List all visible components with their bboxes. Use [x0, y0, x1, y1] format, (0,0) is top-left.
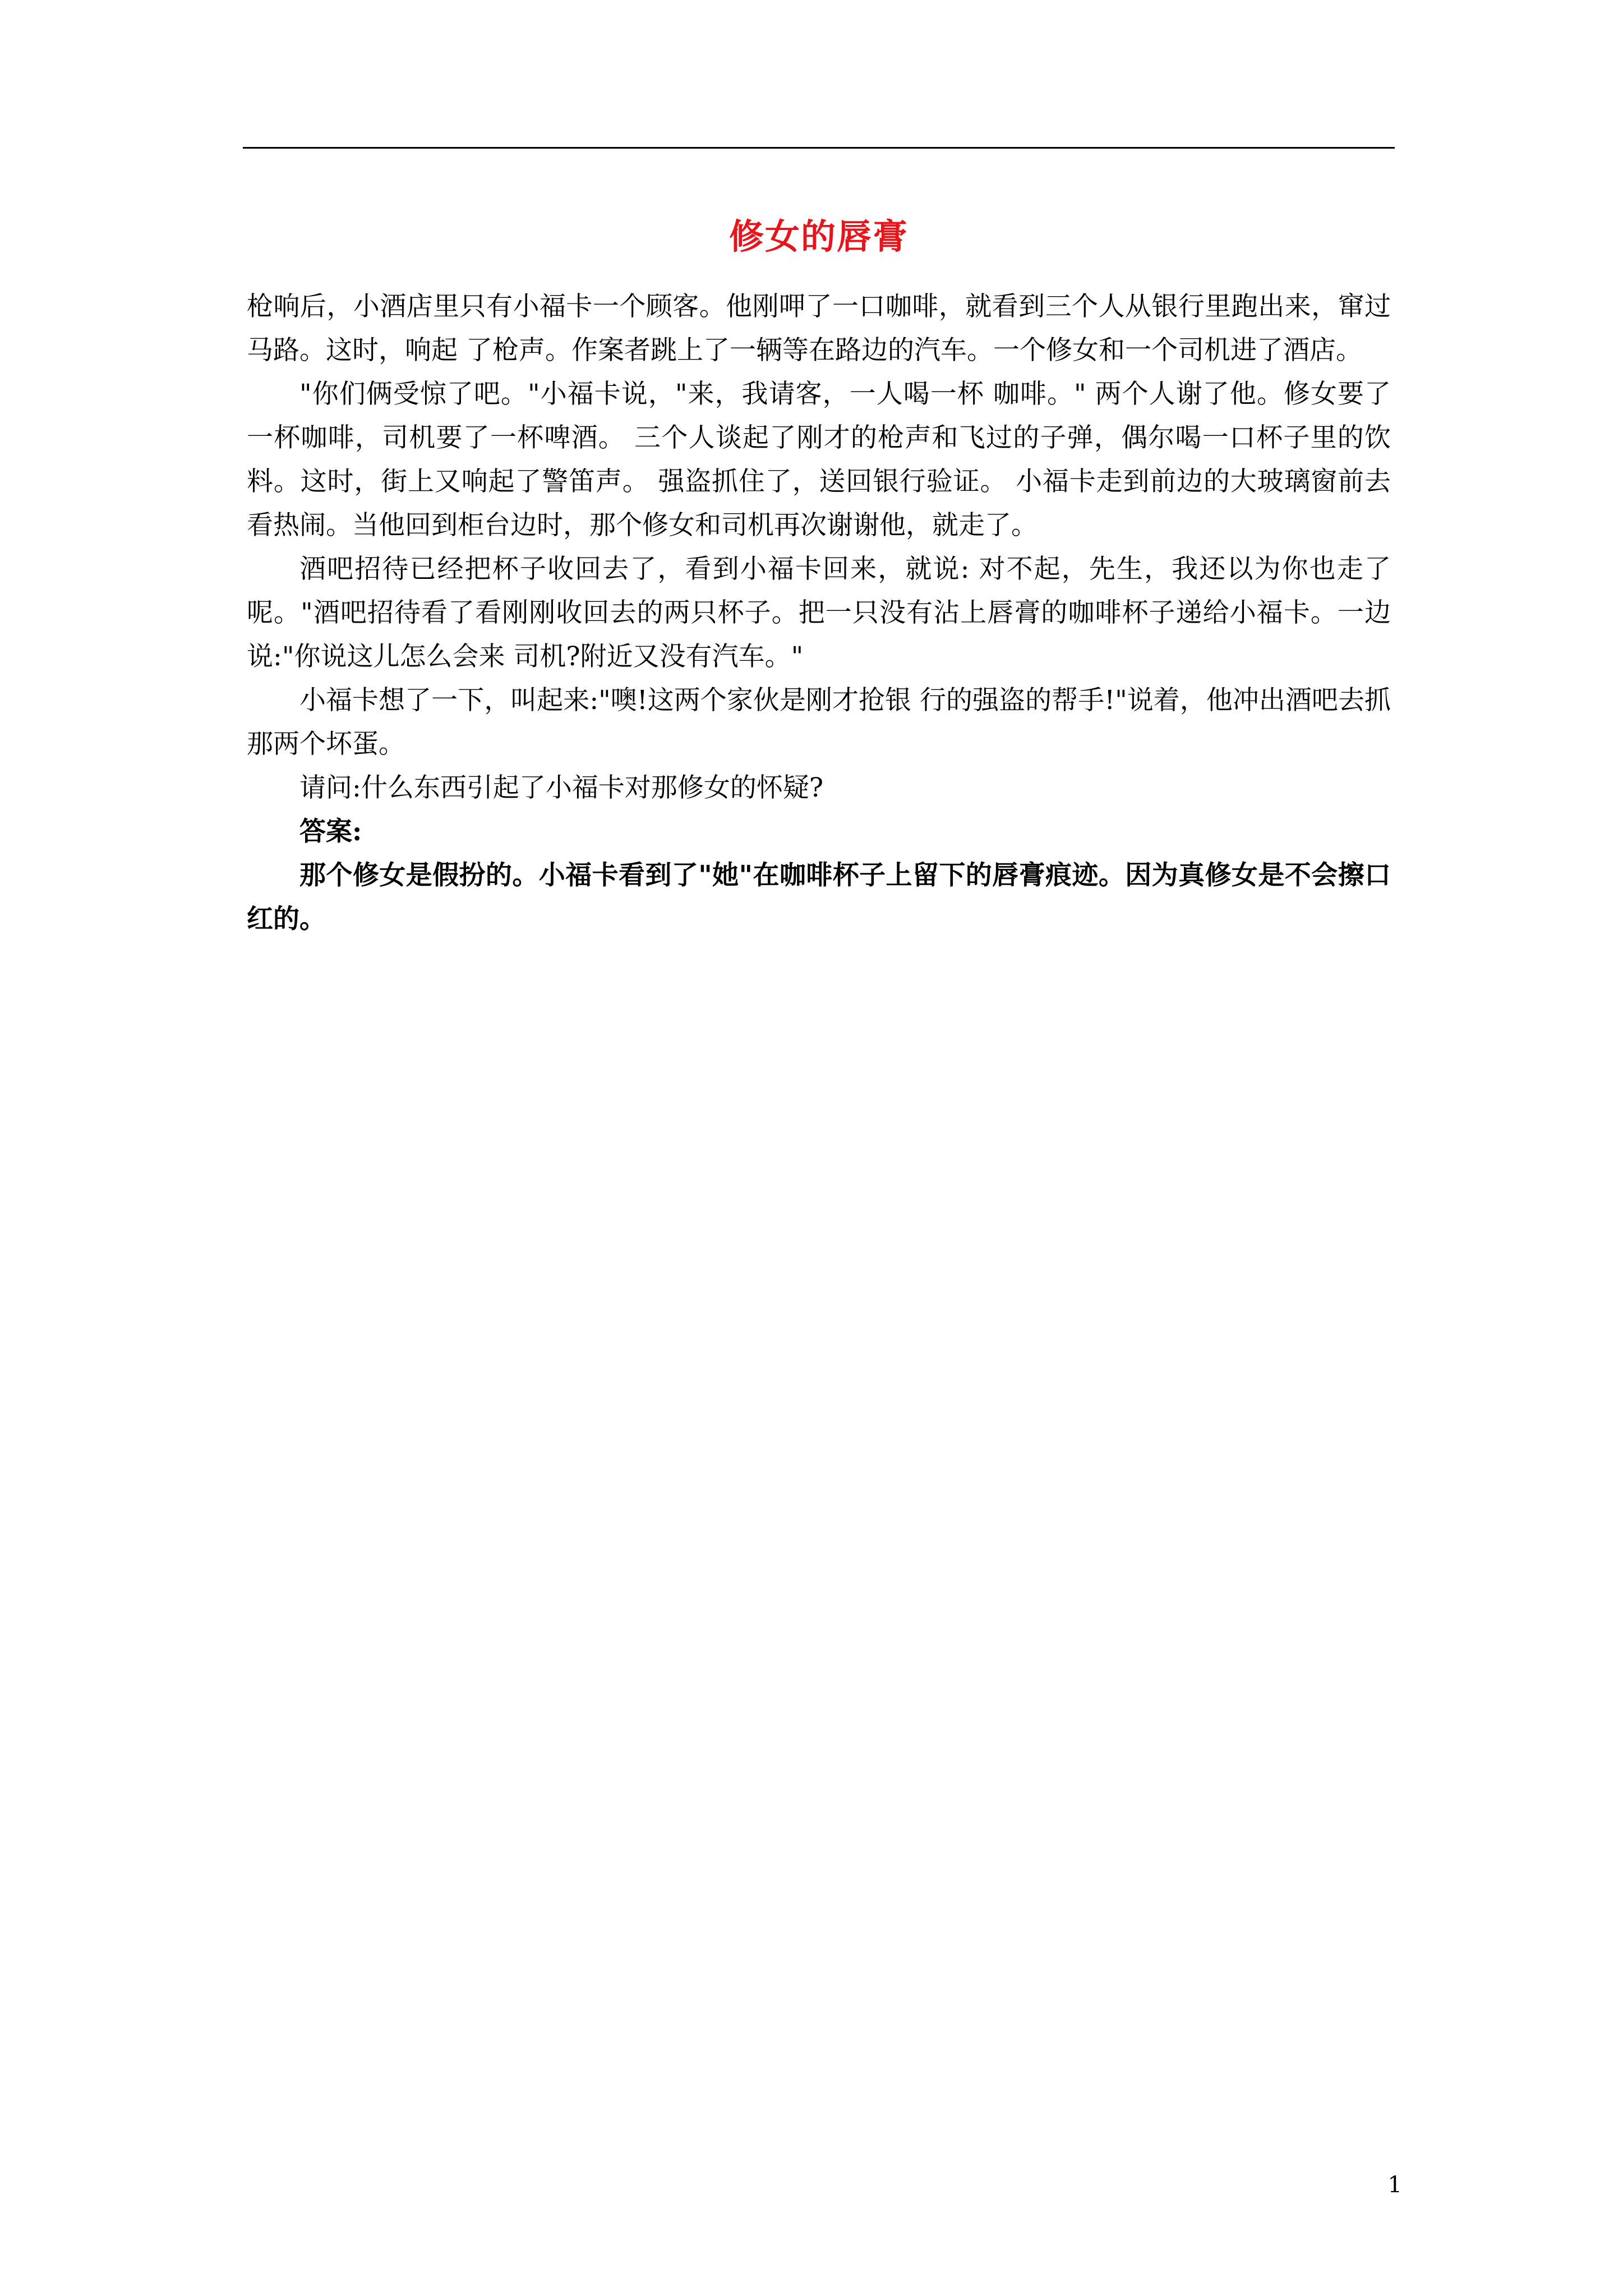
paragraph-3: 酒吧招待已经把杯子收回去了，看到小福卡回来，就说: 对不起，先生，我还以为你也走了呢。"酒吧招待看了看刚刚收回去的两只杯子。把一只没有沾上唇膏的咖啡杯子递给小福卡。一边说:"你说这儿怎么会来 司机?附近又没有汽车。" [247, 554, 1391, 672]
document-body [247, 285, 1391, 941]
question-paragraph: 请问:什么东西引起了小福卡对那修女的怀疑? [299, 772, 824, 803]
header-rule [243, 147, 1395, 149]
page-number: 1 [1387, 2172, 1402, 2198]
answer-text: 那个修女是假扮的。小福卡看到了"她"在咖啡杯子上留下的唇膏痕迹。因为真修女是不会擦口红的。 [247, 860, 1391, 935]
document-title: 修女的唇膏 [728, 216, 909, 257]
paragraph-4: 小福卡想了一下，叫起来:"噢!这两个家伙是刚才抢银 行的强盗的帮手!"说着，他冲出酒吧去抓那两个坏蛋。 [247, 685, 1391, 760]
paragraph-2: "你们俩受惊了吧。"小福卡说，"来，我请客，一人喝一杯 咖啡。" 两个人谢了他。修女要了一杯咖啡，司机要了一杯啤酒。 三个人谈起了刚才的枪声和飞过的子弹，偶尔喝一口杯子里的饮料。这时，街上又响起了警笛声。 强盗抓住了，送回银行验证。 小福卡走到前边的大玻璃窗前去看热闹。当他回到柜台边时，那个修女和司机再次谢谢他，就走了。 [247, 379, 1391, 541]
paragraph-1: 枪响后，小酒店里只有小福卡一个顾客。他刚呷了一口咖啡，就看到三个人从银行里跑出来，窜过马路。这时，响起 了枪声。作案者跳上了一辆等在路边的汽车。一个修女和一个司机进了酒店。 [247, 291, 1391, 366]
answer-label: 答案: [299, 816, 362, 847]
